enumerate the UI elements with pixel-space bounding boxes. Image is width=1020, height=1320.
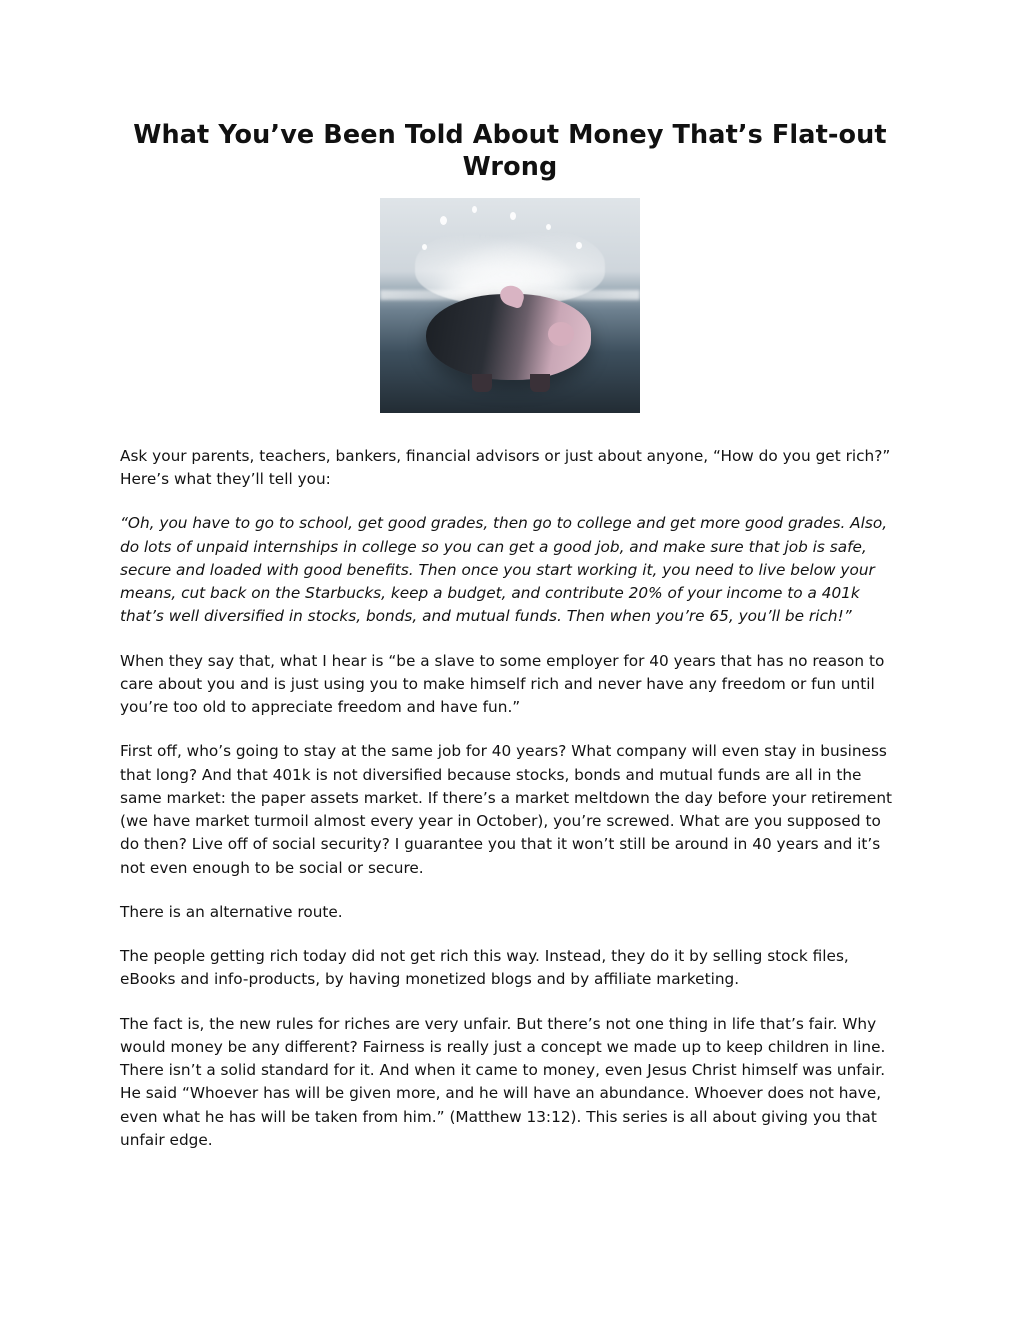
page-title: What You’ve Been Told About Money That’s Flat-out Wrong bbox=[133, 120, 887, 182]
water-droplet bbox=[472, 206, 477, 213]
paragraph-how: The people getting rich today did not get rich this way. Instead, they do it by selling stock files, eBooks and info-products, by having monetized blogs and by affiliate marketing. bbox=[120, 947, 849, 989]
water-droplet bbox=[546, 224, 551, 230]
figure bbox=[120, 198, 900, 417]
water-droplet bbox=[576, 242, 582, 249]
water-droplet bbox=[510, 212, 516, 220]
paragraph-quote: “Oh, you have to go to school, get good grades, then go to college and get more good grades. Also, do lots of unpaid internships in college so you can get a good job, and make sure that job is safe, secure and loaded with good benefits. Then once you start working it, you need to live below your means, cut back on the Starbucks, keep a budget, and contribute 20% of your income to a 401k that’s well diversified in stocks, bonds, and mutual funds. Then when you’re 65, you’ll be rich!” bbox=[120, 514, 888, 626]
paragraph-intro: Ask your parents, teachers, bankers, financial advisors or just about anyone, “How do you get rich?” Here’s what they’ll tell you: bbox=[120, 446, 891, 488]
paragraph-fairness: The fact is, the new rules for riches are very unfair. But there’s not one thing in life that’s fair. Why would money be any different? Fairness is really just a concept we made up to keep children in line. There isn’t a solid standard for it. And when it came to money, even Jesus Christ himself was unfair. He said “Whoever has will be given more, and he will have an abundance. Whoever does not have, even what he has will be taken from him.” (Matthew 13:12). This series is all about giving you that unfair edge. bbox=[120, 1014, 886, 1149]
water-droplet bbox=[440, 216, 447, 225]
paragraph-critique: First off, who’s going to stay at the same job for 40 years? What company will even stay in business that long? And that 401k is not diversified because stocks, bonds and mutual funds are all in the same market: the paper assets market. If there’s a market meltdown the day before your retirement (we have market turmoil almost every year in October), you’re screwed. What are you supposed to do then? Live off of social security? I guarantee you that it won’t still be around in 40 years and it’s not even enough to be social or secure. bbox=[120, 742, 893, 877]
paragraph-alternative: There is an alternative route. bbox=[120, 902, 343, 921]
piggy-bank-leg bbox=[472, 374, 492, 392]
water-droplet bbox=[422, 244, 427, 250]
piggy-bank-leg bbox=[530, 374, 550, 392]
paragraph-reaction: When they say that, what I hear is “be a slave to some employer for 40 years that has no reason to care about you and is just using you to make himself rich and never have any freedom or fun until you’re too old to appreciate freedom and have fun.” bbox=[120, 651, 885, 716]
piggy-bank-water-image bbox=[380, 198, 640, 413]
piggy-bank-snout bbox=[548, 322, 574, 346]
